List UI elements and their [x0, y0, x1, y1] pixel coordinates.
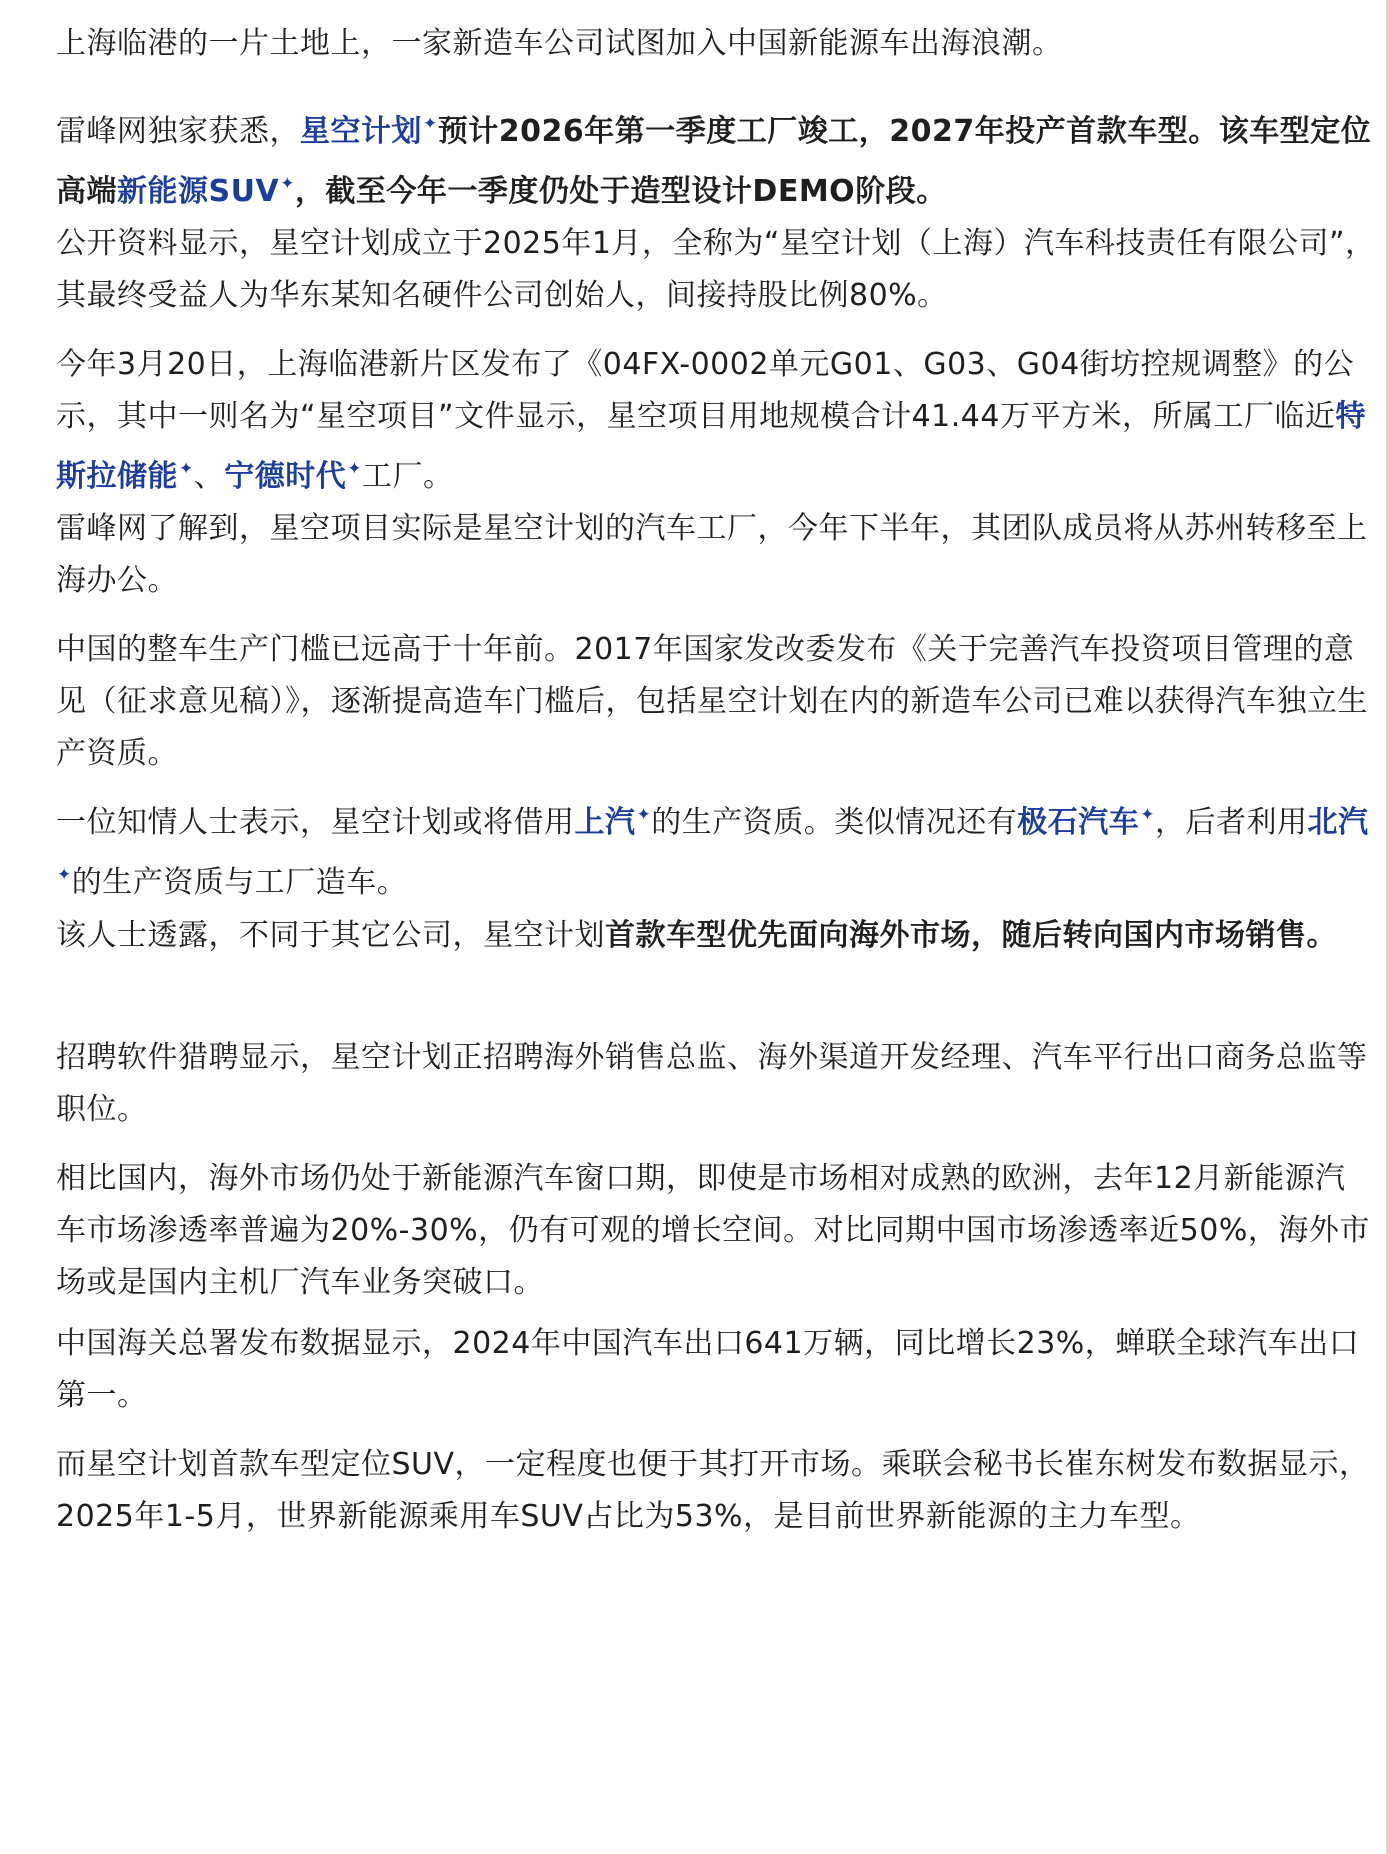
paragraph-9-text: 招聘软件猎聘显示，星空计划正招聘海外销售总监、海外渠道开发经理、汽车平行出口商务总监等职位。	[56, 1040, 1368, 1127]
paragraph-8-bold: 首款车型优先面向海外市场，随后转向国内市场销售。	[605, 918, 1337, 953]
paragraph-12	[56, 1439, 1376, 1543]
link-star-icon: ✦	[423, 114, 438, 134]
paragraph-9	[56, 1032, 1376, 1136]
paragraph-4	[56, 339, 1376, 503]
link-saic-label[interactable]: 上汽	[574, 805, 636, 840]
paragraph-8	[56, 910, 1337, 962]
link-jishi-auto-label[interactable]: 极石汽车	[1017, 805, 1140, 840]
paragraph-4-text-c: 工厂。	[362, 459, 454, 494]
link-tesla-storage-label[interactable]: 特斯拉储能	[56, 399, 1366, 494]
paragraph-2	[56, 98, 1376, 218]
link-xingkong-jihua[interactable]	[300, 114, 438, 149]
paragraph-3-text: 公开资料显示，星空计划成立于2025年1月，全称为“星空计划（上海）汽车科技责任有限公司”，其最终受益人为华东某知名硬件公司创始人，间接持股比例80%。	[56, 226, 1376, 313]
link-baic-label[interactable]: 北汽	[1307, 805, 1369, 840]
link-catl-label[interactable]: 宁德时代	[224, 459, 347, 494]
paragraph-6-text: 中国的整车生产门槛已远高于十年前。2017年国家发改委发布《关于完善汽车投资项目管理的意见（征求意见稿）》，逐渐提高造车门槛后，包括星空计划在内的新造车公司已难以获得汽车独立生产资质。	[56, 632, 1368, 771]
link-catl[interactable]	[224, 459, 362, 494]
link-saic[interactable]	[575, 805, 652, 840]
link-xingkong-jihua-label[interactable]: 星空计划	[300, 114, 422, 149]
paragraph-5	[56, 503, 1376, 607]
paragraph-7-text-a: 一位知情人士表示，星空计划或将借用	[56, 805, 575, 840]
paragraph-3	[56, 218, 1376, 322]
link-new-energy-suv[interactable]	[117, 174, 295, 209]
paragraph-5-text: 雷峰网了解到，星空项目实际是星空计划的汽车工厂，今年下半年，其团队成员将从苏州转移至上海办公。	[56, 511, 1368, 598]
link-star-icon: ✦	[179, 459, 194, 479]
paragraph-1	[56, 18, 1063, 70]
paragraph-10-text: 相比国内，海外市场仍处于新能源汽车窗口期，即使是市场相对成熟的欧洲，去年12月新能源汽车市场渗透率普遍为20%-30%，仍有可观的增长空间。对比同期中国市场渗透率近50%，海外市场或是国内主机厂汽车业务突破口。	[56, 1161, 1370, 1300]
paragraph-12-text: 而星空计划首款车型定位SUV，一定程度也便于其打开市场。乘联会秘书长崔东树发布数据显示，2025年1-5月，世界新能源乘用车SUV占比为53%，是目前世界新能源的主力车型。	[56, 1447, 1370, 1534]
paragraph-11-text: 中国海关总署发布数据显示，2024年中国汽车出口641万辆，同比增长23%，蝉联全球汽车出口第一。	[56, 1326, 1360, 1413]
paragraph-4-text-a: 今年3月20日，上海临港新片区发布了《04FX-0002单元G01、G03、G04街坊控规调整》的公示，其中一则名为“星空项目”文件显示，星空项目用地规模合计41.44万平方米，所属工厂临近	[56, 347, 1355, 434]
paragraph-8-text: 该人士透露，不同于其它公司，星空计划	[56, 918, 605, 953]
paragraph-7	[56, 789, 1376, 909]
link-star-icon: ✦	[636, 805, 652, 825]
paragraph-2-bold-b: ，截至今年一季度仍处于造型设计DEMO阶段。	[294, 174, 947, 209]
link-new-energy-suv-label[interactable]: 新能源SUV	[117, 174, 280, 209]
paragraph-7-text-b: 的生产资质。类似情况还有	[651, 805, 1018, 840]
link-star-icon: ✦	[57, 865, 72, 885]
link-star-icon: ✦	[1140, 805, 1155, 825]
link-star-icon: ✦	[347, 459, 362, 479]
paragraph-10	[56, 1153, 1376, 1309]
link-star-icon: ✦	[280, 174, 295, 194]
paragraph-11	[56, 1318, 1376, 1422]
paragraph-2-text-a: 雷峰网独家获悉，	[56, 114, 300, 149]
paragraph-2-bold-a: 预计2026年第一季度工厂竣工，2027年投产首款车型。该车型定位高端	[56, 114, 1372, 209]
link-jishi-auto[interactable]	[1017, 805, 1155, 840]
paragraph-4-text-b: 、	[193, 459, 225, 494]
paragraph-7-text-c: ，后者利用	[1155, 805, 1308, 840]
paragraph-7-text-d: 的生产资质与工厂造车。	[71, 865, 408, 900]
paragraph-6	[56, 624, 1376, 780]
paragraph-1-text: 上海临港的一片土地上，一家新造车公司试图加入中国新能源车出海浪潮。	[56, 26, 1063, 61]
